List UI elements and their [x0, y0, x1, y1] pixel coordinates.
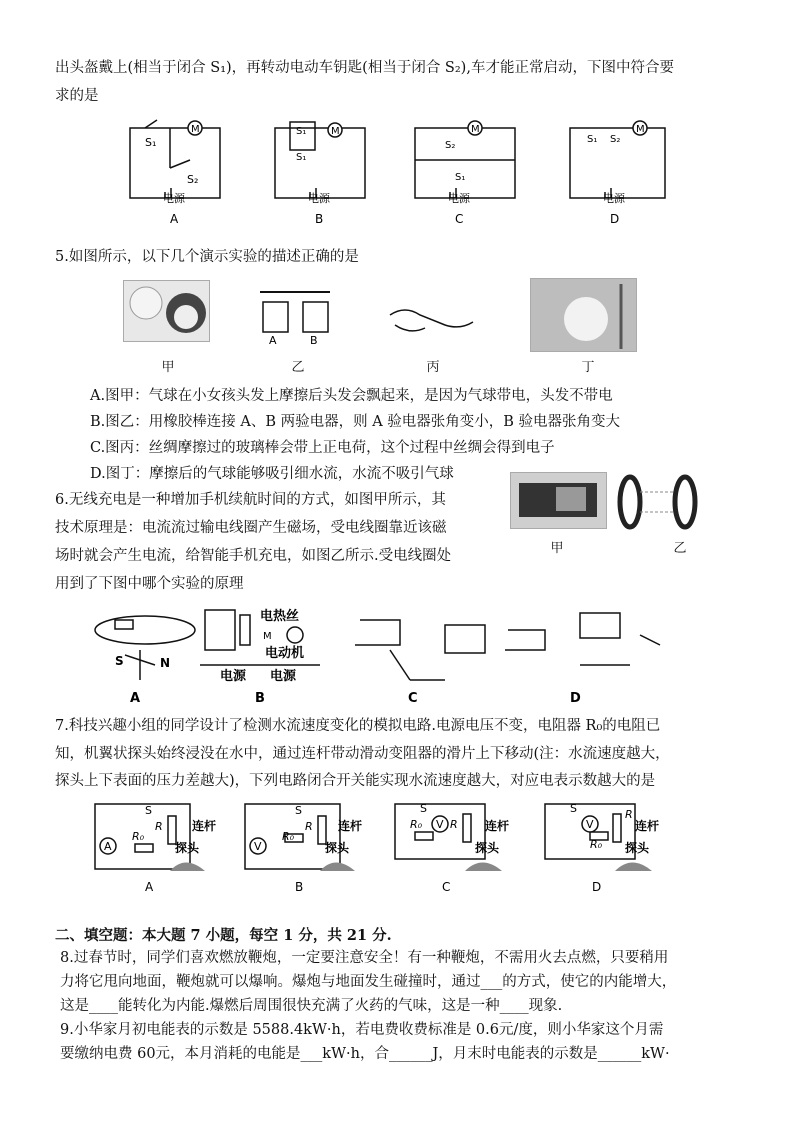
q4-c-s1: S₂: [445, 140, 456, 151]
section-2-title: 二、填空题：本大题 7 小题，每空 1 分，共 21 分.: [55, 927, 392, 944]
q7-d-probe: 探头: [625, 841, 650, 855]
q6-option-a-diagram: [95, 616, 195, 680]
q7-b-meter: V: [254, 840, 262, 853]
q4-d-motor: M: [636, 124, 645, 135]
q7-circuits-figure: [90, 796, 710, 896]
q5-option-a: A.图甲：气球在小女孩头发上摩擦后头发会飘起来，是因为气球带电，头发不带电: [90, 388, 613, 404]
q7-d-rod: 连杆: [635, 819, 660, 833]
q4-d-label: D: [610, 212, 620, 226]
q7-circuit-c: [395, 804, 485, 859]
q4-c-source: 电源: [448, 192, 470, 205]
q6-option-c-diagram: [355, 620, 485, 680]
q7-c-switch: S: [420, 802, 427, 815]
q6-a-south: S: [115, 654, 124, 668]
q7-c-resistor: R: [450, 818, 458, 831]
q4-line-2: 求的是: [55, 88, 99, 104]
q7-b-switch: S: [295, 804, 302, 817]
q7-b-rod: 连杆: [338, 819, 363, 833]
q6-b-source-2: 电源: [270, 669, 297, 684]
q7-d-r0: R₀: [590, 838, 603, 851]
q4-circuits-figure: [125, 118, 685, 233]
q5-label-bing: 丙: [426, 360, 440, 375]
q6-a-north: N: [160, 656, 171, 670]
q8-line-3: 这是____能转化为内能.爆燃后周围很快充满了火药的气味，这是一种____现象.: [60, 998, 563, 1014]
q6-b-heater: 电热丝: [260, 609, 300, 624]
q8-line-2: 力将它甩向地面，鞭炮就可以爆响。爆炮与地面发生碰撞时，通过___的方式，使它的内能增大，: [60, 974, 677, 990]
q7-a-resistor: R: [155, 820, 163, 833]
q6-line-4: 用到了下图中哪个实验的原理: [55, 576, 244, 592]
q5-option-d: D.图丁：摩擦后的气球能够吸引细水流，水流不吸引气球: [90, 466, 454, 482]
q7-c-r0: R₀: [410, 818, 423, 831]
q5-label-yi: 乙: [291, 360, 305, 375]
q7-d-meter: V: [586, 818, 594, 831]
q6-b-motor-symbol: M: [263, 631, 272, 642]
q7-line-1: 7.科技兴趣小组的同学设计了检测水流速度变化的模拟电路.电源电压不变，电阻器 R₀的电阻已: [55, 718, 661, 734]
q4-c-motor: M: [471, 124, 480, 135]
q7-a-rod: 连杆: [192, 819, 217, 833]
q6-b-motor: 电动机: [265, 646, 305, 661]
q7-a-probe: 探头: [175, 841, 200, 855]
q7-c-meter: V: [436, 818, 444, 831]
q5-yi-b: B: [310, 334, 318, 347]
q7-label-b: B: [295, 880, 304, 894]
q4-a-label: A: [170, 212, 179, 226]
q4-circuit-b: [275, 122, 365, 198]
q4-b-motor: M: [331, 126, 340, 137]
q5-label-jia: 甲: [161, 360, 175, 375]
q4-b-label: B: [315, 212, 324, 226]
q7-line-3: 探头上下表面的压力差越大)，下列电路闭合开关能实现水流速度越大，对应电表示数越大的是: [55, 773, 656, 789]
q6-line-1: 6.无线充电是一种增加手机续航时间的方式，如图甲所示，其: [55, 492, 446, 508]
q7-a-r0: R₀: [132, 830, 145, 843]
q6-line-3: 场时就会产生电流，给智能手机充电，如图乙所示.受电线圈处: [55, 548, 452, 564]
q7-a-meter: A: [104, 840, 112, 853]
q4-a-motor: M: [191, 124, 200, 135]
q6-b-source-1: 电源: [220, 669, 247, 684]
q5-figure-yi: [255, 272, 335, 347]
q8-line-1: 8.过春节时，同学们喜欢燃放鞭炮，一定要注意安全！有一种鞭炮，不需用火去点燃，只要稍用: [60, 950, 669, 966]
q5-option-b: B.图乙：用橡胶棒连接 A、B 两验电器，则 A 验电器张角变小，B 验电器张角变大: [90, 414, 621, 430]
q6-label-d: D: [570, 691, 581, 706]
q6-label-b: B: [255, 691, 265, 706]
q4-d-s2: S₂: [610, 134, 621, 145]
q7-b-r0: R₀: [282, 830, 295, 843]
q7-label-c: C: [442, 880, 451, 894]
q5-figure-ding: [530, 278, 637, 352]
q4-circuit-a: [130, 120, 220, 198]
q4-a-source: 电源: [163, 192, 185, 205]
q7-d-resistor: R: [625, 808, 633, 821]
q4-a-s1: S₁: [145, 136, 157, 149]
q7-a-switch: S: [145, 804, 152, 817]
q9-line-2: 要缴纳电费 60元，本月消耗的电能是___kW·h，合______J，月末时电能表的示数是______kW·: [60, 1046, 670, 1062]
q6-figure-jia: [510, 472, 607, 529]
q6-figure-yi: [610, 472, 705, 532]
q4-b-source: 电源: [308, 192, 330, 205]
q7-line-2: 知，机翼状探头始终浸没在水中，通过连杆带动滑动变阻器的滑片上下移动(注：水流速度越大，: [55, 746, 670, 762]
q6-label-jia: 甲: [550, 541, 564, 556]
q4-a-s2: S₂: [187, 173, 199, 186]
q4-d-source: 电源: [603, 192, 625, 205]
q5-label-ding: 丁: [581, 360, 595, 375]
q6-label-c: C: [408, 691, 418, 706]
q7-c-probe: 探头: [475, 841, 500, 855]
q7-b-probe: 探头: [325, 841, 350, 855]
q4-circuit-c: [415, 121, 515, 198]
q9-line-1: 9.小华家月初电能表的示数是 5588.4kW·h，若电费收费标准是 0.6元/度，则小华家这个月需: [60, 1022, 664, 1038]
q5-yi-a: A: [269, 334, 277, 347]
q4-c-label: C: [455, 212, 464, 226]
q7-label-a: A: [145, 880, 154, 894]
q6-label-a: A: [130, 691, 141, 706]
q4-c-s2: S₁: [455, 172, 466, 183]
q6-line-2: 技术原理是：电流流过输电线圈产生磁场，受电线圈靠近该磁: [55, 520, 447, 536]
q7-label-d: D: [592, 880, 602, 894]
q4-d-s1: S₁: [587, 134, 598, 145]
q4-line-1: 出头盔戴上(相当于闭合 S₁)，再转动电动车钥匙(相当于闭合 S₂),车才能正常启动，下图中符合要: [55, 60, 674, 76]
q5-stem: 5.如图所示，以下几个演示实验的描述正确的是: [55, 249, 359, 265]
q7-c-rod: 连杆: [485, 819, 510, 833]
q6-options-figure: [90, 605, 710, 707]
q6-label-yi: 乙: [673, 541, 687, 556]
q5-option-c: C.图丙：丝绸摩擦过的玻璃棒会带上正电荷，这个过程中丝绸会得到电子: [90, 440, 555, 456]
q4-b-s1: S₁: [296, 126, 307, 137]
q7-b-resistor: R: [305, 820, 313, 833]
q6-option-d-diagram: [505, 613, 660, 665]
q5-figure-jia: [123, 280, 210, 342]
q5-figure-bing: [385, 300, 480, 345]
q7-d-switch: S: [570, 802, 577, 815]
q4-b-s2: S₁: [296, 152, 307, 163]
q4-circuit-d: [570, 121, 665, 198]
